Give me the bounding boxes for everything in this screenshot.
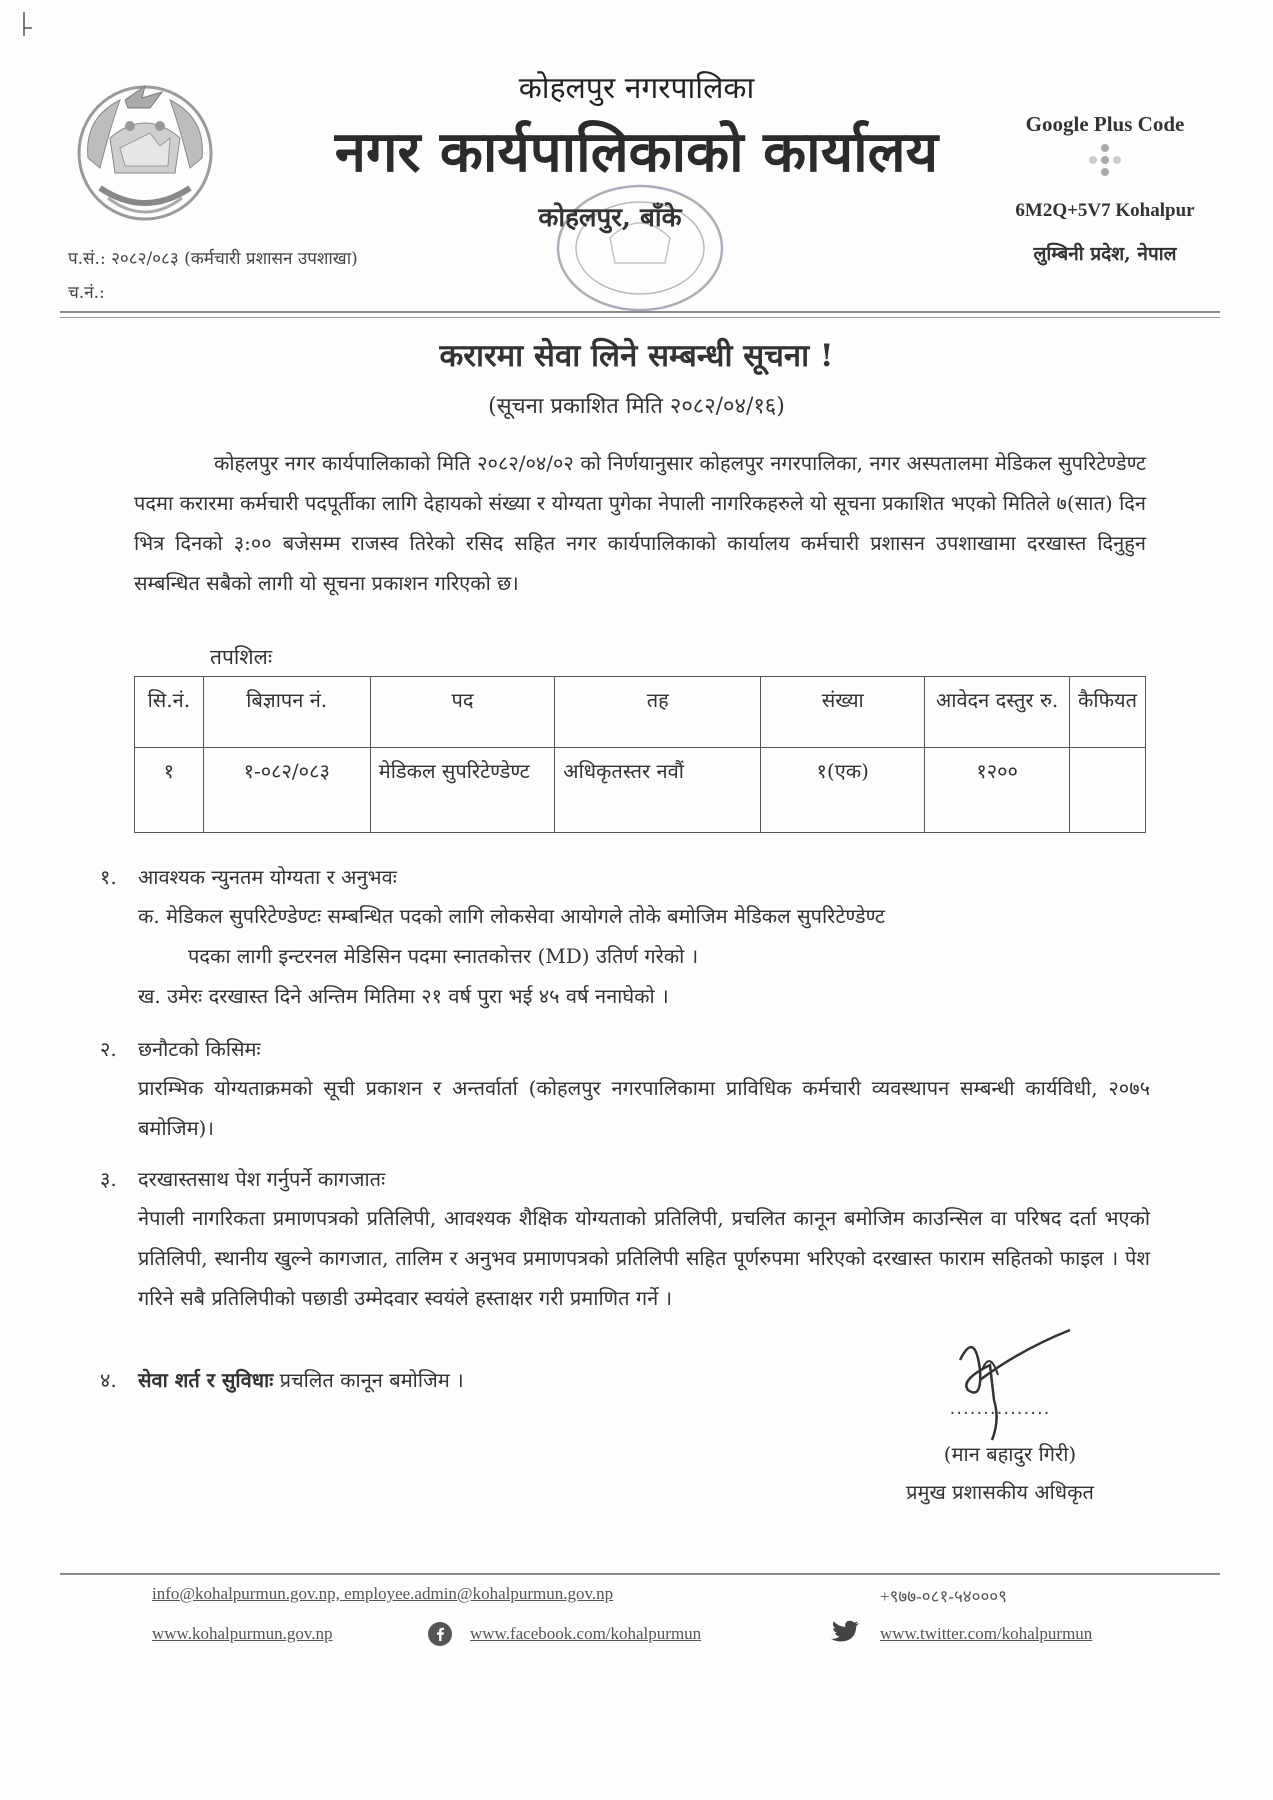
office-seal-stamp [540, 168, 740, 318]
section-heading: ३. दरखास्तसाथ पेश गर्नुपर्ने कागजातः [100, 1167, 386, 1191]
table-header-row [135, 677, 1146, 748]
cell-remarks [1070, 748, 1146, 833]
qualification-item-a: क. मेडिकल सुपरिटेण्डेण्टः सम्बन्धित पदको लागि लोकसेवा आयोगले तोके बमोजिम मेडिकल सुपरिटेण्डेण्ट [138, 904, 885, 928]
signatory-name: (मान बहादुर गिरी) [943, 1442, 1077, 1466]
details-heading: तपशिलः [210, 645, 273, 669]
twitter-icon [830, 1620, 860, 1646]
footer-rule [60, 1573, 1220, 1575]
col-header-adv-no: बिज्ञापन नं. [203, 677, 370, 748]
district-name: कोहलपुर, बाँके [538, 203, 682, 233]
section-qualification [100, 858, 1150, 1016]
footer-twitter: www.twitter.com/kohalpurmun [880, 1624, 1093, 1643]
table-row [135, 748, 1146, 833]
plus-code-label: Google Plus Code [1025, 112, 1185, 136]
province-name: लुम्बिनी प्रदेश, नेपाल [1033, 243, 1177, 265]
col-header-remarks: कैफियत [1070, 677, 1146, 748]
section-heading: ४. सेवा शर्त र सुविधाः प्रचलित कानून बमोजिम । [100, 1368, 464, 1392]
plus-code-icon [1060, 142, 1150, 182]
signatory-title: प्रमुख प्रशासकीय अधिकृत [906, 1480, 1094, 1504]
qualification-item-b: ख. उमेरः दरखास्त दिने अन्तिम मितिमा २१ वर्ष पुरा भई ४५ वर्ष ननाघेको । [138, 984, 669, 1008]
facebook-icon [428, 1622, 452, 1646]
dispatch-number: च.नं.: [68, 283, 105, 303]
org-name: कोहलपुर नगरपालिका [518, 71, 755, 106]
header-rule-thin [60, 317, 1220, 318]
section-body: प्रारम्भिक योग्यताक्रमको सूची प्रकाशन र अन्तर्वार्ता (कोहलपुर नगरपालिकामा प्राविधिक कर्मचारी व्यवस्थापन सम्बन्धी कार्यविधी, २०७५ बमोजिम)। [138, 1076, 1150, 1140]
col-header-sn: सि.नं. [135, 677, 204, 748]
section-body [100, 896, 1150, 1016]
col-header-level: तह [555, 677, 761, 748]
cell-sn: १ [135, 748, 204, 833]
section-body: नेपाली नागरिकता प्रमाणपत्रको प्रतिलिपी, आवश्यक शैक्षिक योग्यताको प्रतिलिपी, प्रचलित कानून बमोजिम काउन्सिल वा परिषद दर्ता भएको प्रतिलिपी, स्थानीय खुल्ने कागजात, तालिम र अनुभव प्रमाणपत्रको प्रतिलिपी सहित पूर्णरुपमा भरिएको दरखास्त फाराम सहितको फाइल । पेश गरिने सबै प्रतिलिपीको पछाडी उम्मेदवार स्वयंले हस्ताक्षर गरी प्रमाणित गर्ने । [138, 1206, 1150, 1310]
signature-line: ............... [949, 1398, 1051, 1419]
section-required-documents [100, 1160, 1150, 1318]
plus-code-value: 6M2Q+5V7 Kohalpur [1015, 200, 1195, 221]
cell-level: अधिकृतस्तर नवौं [555, 748, 761, 833]
col-header-post: पद [370, 677, 555, 748]
scan-corner-mark [20, 10, 40, 40]
header-rule [60, 311, 1220, 313]
notice-published-date: (सूचना प्रकाशित मिति २०८२/०४/१६) [488, 394, 785, 419]
cell-fee: १२०० [925, 748, 1070, 833]
notice-intro: कोहलपुर नगर कार्यपालिकाको मिति २०८२/०४/०२ को निर्णयानुसार कोहलपुर नगरपालिका, नगर अस्पतालमा मेडिकल सुपरिटेण्डेण्ट पदमा करारमा कर्मचारी पदपूर्तीका लागि देहायको संख्या र योग्यता पुगेका नेपाली नागरिकहरुले यो सूचना प्रकाशित भएको मितिले ७(सात) दिन भित्र दिनको ३:०० बजेसम्म राजस्व तिरेको रसिद सहित नगर कार्यपालिकाको कार्यालय कर्मचारी प्रशासन उपशाखामा दरखास्त दिनुहुन सम्बन्धित सबैको लागी यो सूचना प्रकाशन गरिएको छ। [134, 451, 1146, 595]
cell-adv-no: १-०८२/०८३ [203, 748, 370, 833]
footer-website: www.kohalpurmun.gov.np [152, 1624, 333, 1643]
reference-number: प.सं.: २०८२/०८३ (कर्मचारी प्रशासन उपशाखा) [68, 249, 358, 269]
section-selection-method [100, 1030, 1150, 1148]
section-heading: १. आवश्यक न्युनतम योग्यता र अनुभवः [100, 865, 397, 889]
col-header-quantity: संख्या [761, 677, 925, 748]
qualification-item-a-cont: पदका लागी इन्टरनल मेडिसिन पदमा स्नातकोत्तर (MD) उतिर्ण गरेको । [188, 944, 699, 968]
post-table [134, 676, 1146, 833]
footer-facebook: www.facebook.com/kohalpurmun [470, 1624, 702, 1643]
section-heading: २. छनौटको किसिमः [100, 1037, 261, 1061]
cell-post: मेडिकल सुपरिटेण्डेण्ट [370, 748, 555, 833]
notice-title: करारमा सेवा लिने सम्बन्धी सूचना ! [439, 338, 834, 374]
footer-phone: +९७७-०८१-५४०००९ [880, 1587, 1007, 1606]
cell-quantity: १(एक) [761, 748, 925, 833]
office-name: नगर कार्यपालिकाको कार्यालय [334, 119, 939, 185]
col-header-fee: आवेदन दस्तुर रु. [925, 677, 1070, 748]
footer-email: info@kohalpurmun.gov.np, employee.admin@kohalpurmun.gov.np [152, 1584, 614, 1603]
